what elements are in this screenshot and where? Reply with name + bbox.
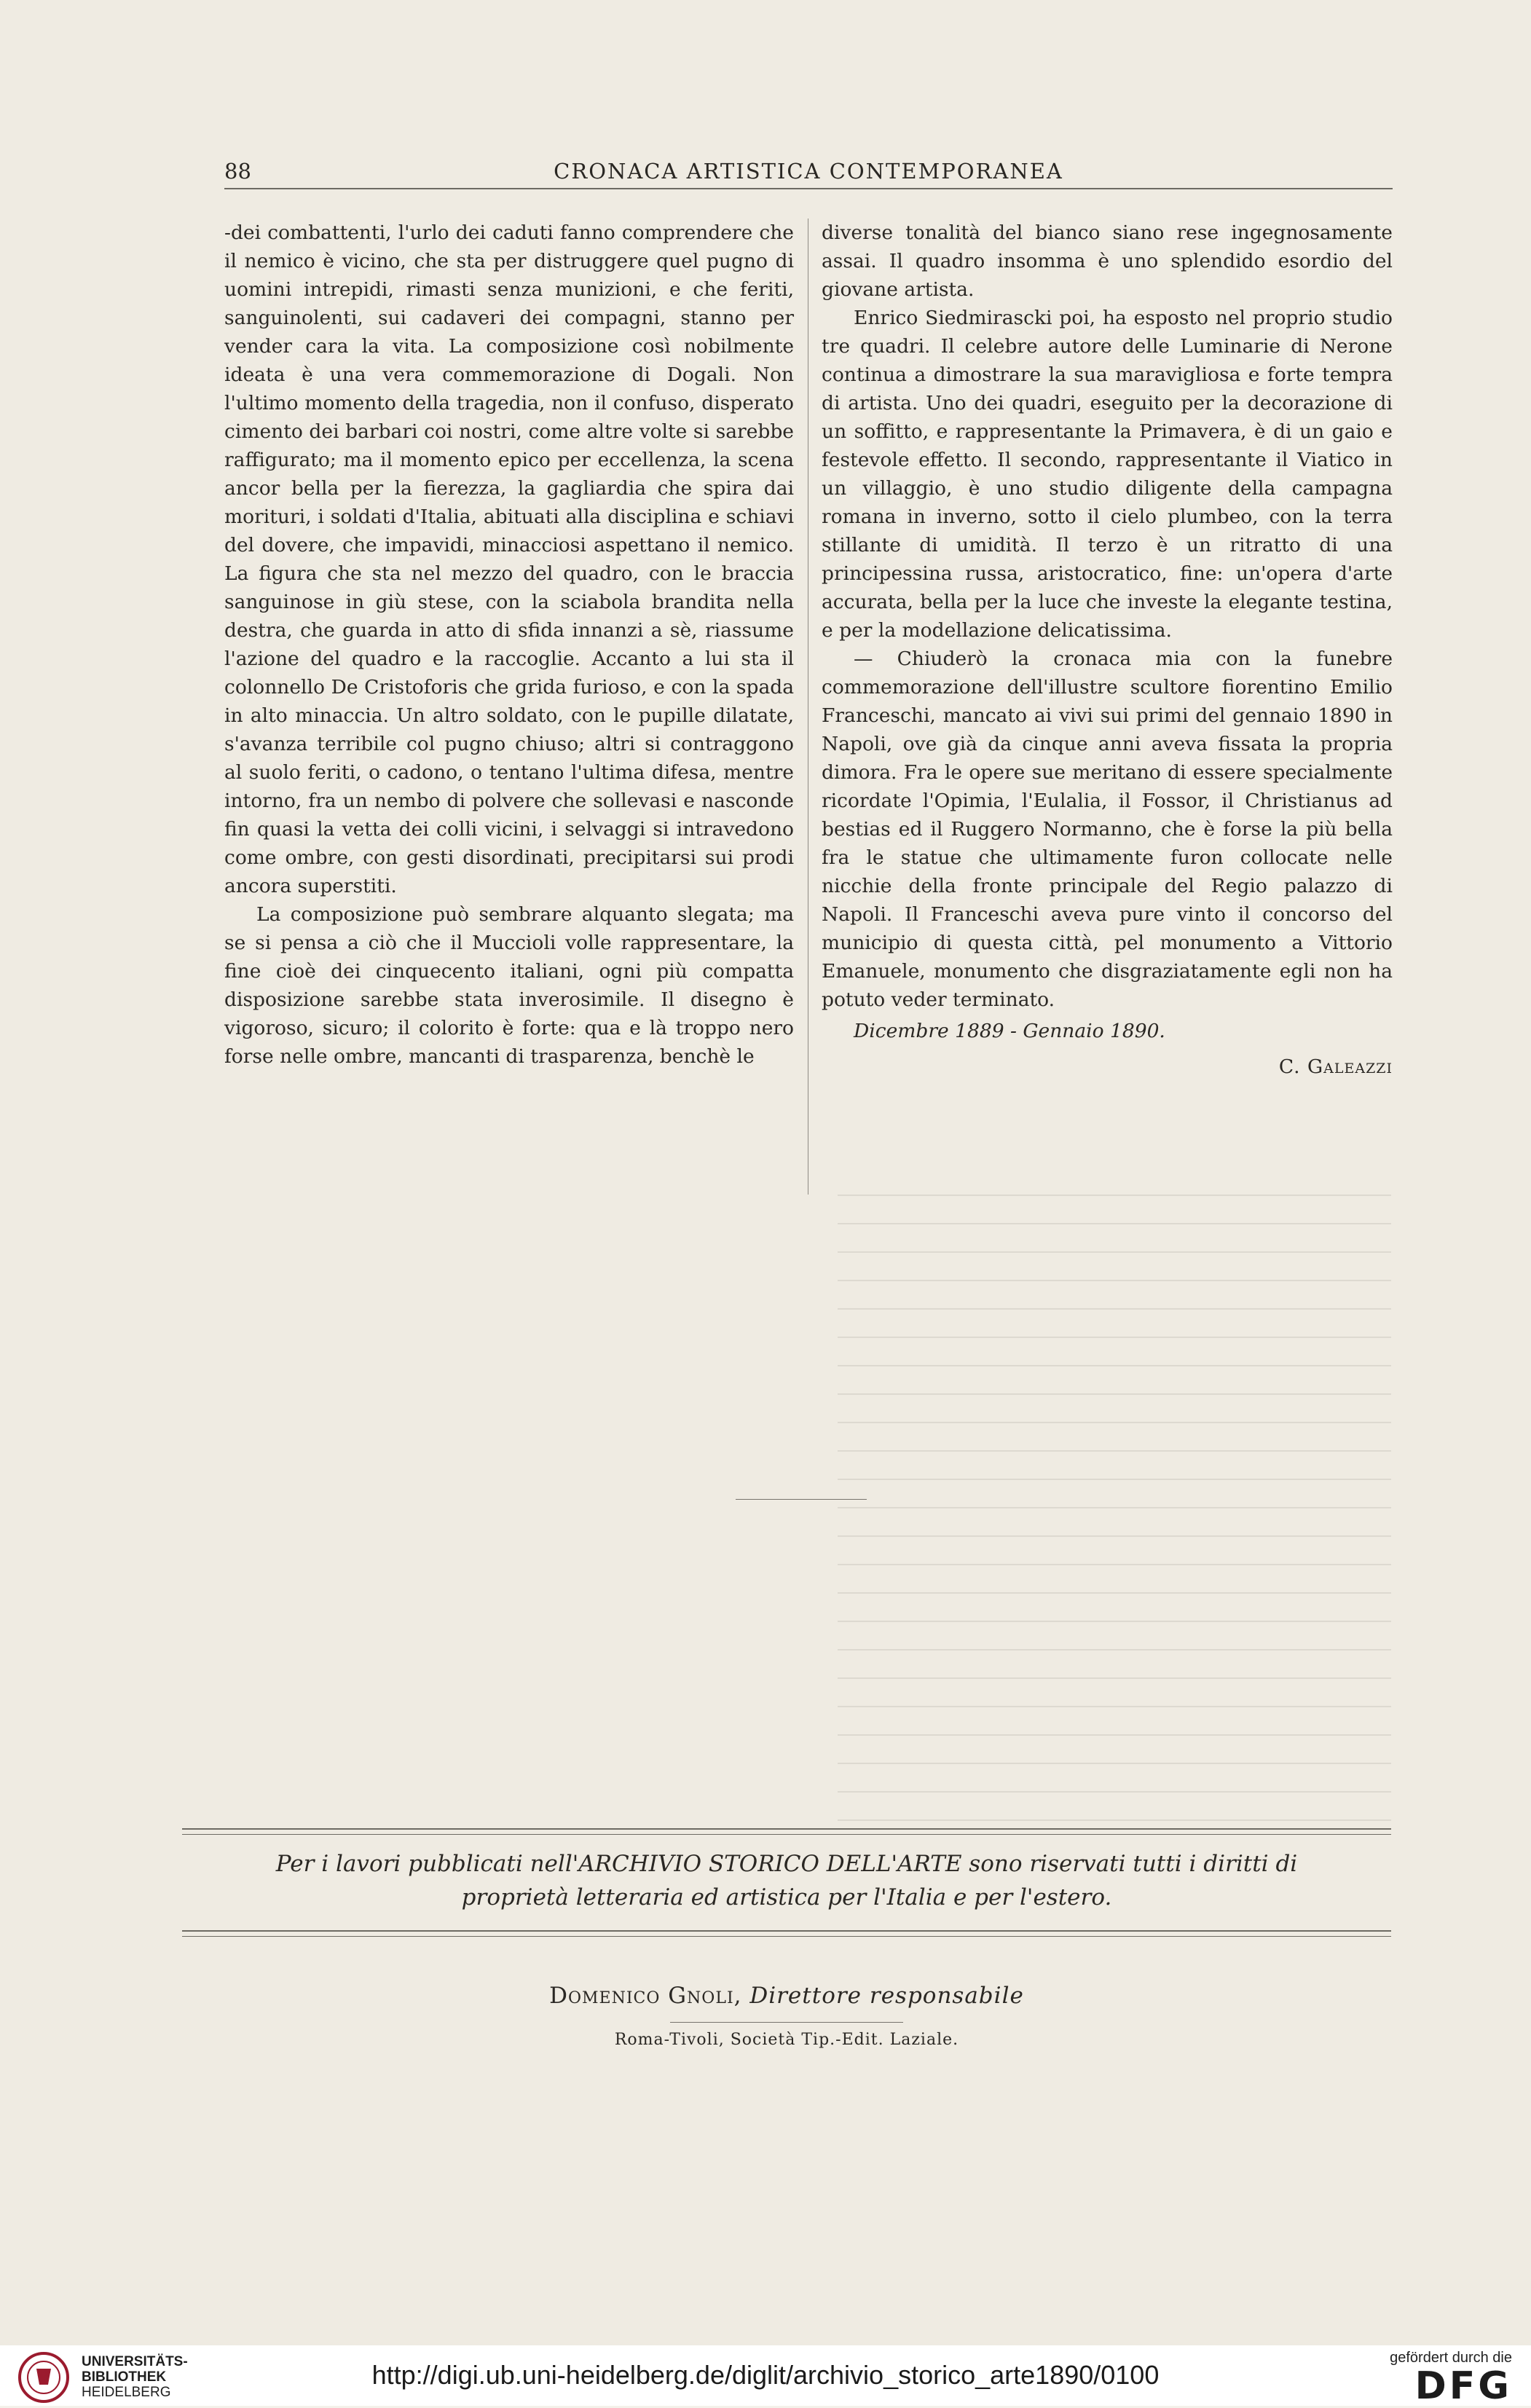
dfg-logo: DFG <box>1414 2364 1512 2408</box>
page-number: 88 <box>224 159 251 184</box>
printer-rule <box>670 2022 903 2023</box>
right-column <box>822 219 1393 1081</box>
digital-library-url[interactable]: http://digi.ub.uni-heidelberg.de/diglit/archivio_storico_arte1890/0100 <box>371 2360 1160 2390</box>
funding-note: gefördert durch die <box>1390 2350 1512 2366</box>
right-paragraph-1: diverse tonalità del bianco siano rese ingegnosamente assai. Il quadro insomma è uno splendido esordio del giovane artista. <box>822 221 1393 301</box>
right-paragraph-3: — Chiuderò la cronaca mia con la funebre commemorazione dell'illustre scultore fiorentino Emilio Franceschi, mancato ai vivi sui primi del gennaio 1890 in Napoli, ove già da cinque anni aveva fissata la propria dimora. Fra le opere sue meritano di essere specialmente ricordate l'Opimia, l'Eulalia, il Fossor, il Christianus ad bestias ed il Ruggero Normanno, che è forse la più bella fra le statue che ultimamente furon collocate nelle nicchie della fronte principale del Regio palazzo di Napoli. Il Franceschi aveva pure vinto il concorso del municipio di questa città, pel monumento a Vittorio Emanuele, monumento che disgraziatamente egli non ha potuto veder terminato. <box>822 648 1393 1011</box>
left-column <box>224 219 794 1071</box>
printer-line: Roma-Tivoli, Società Tip.-Edit. Laziale. <box>614 2031 959 2049</box>
footer-rule-bottom <box>182 1930 1391 1937</box>
page-header <box>224 152 1393 189</box>
rights-notice <box>182 1847 1391 1914</box>
left-paragraph-2: La composizione può sembrare alquanto slegata; ma se si pensa a ciò che il Muccioli volle rappresentare, la fine cioè dei cinquecento italiani, ogni più compatta disposizione sarebbe stata inverosimile. Il disegno è vigoroso, sicuro; il colorito è forte: qua e là troppo nero forse nelle ombre, mancanti di trasparenza, benchè le <box>224 903 794 1068</box>
dateline: Dicembre 1889 - Gennaio 1890. <box>854 1020 1165 1042</box>
editor-role: Direttore responsabile <box>749 1983 1024 2009</box>
left-paragraph-1: ‑dei combattenti, l'urlo dei caduti fanno comprendere che il nemico è vicino, che sta per distruggere quel pugno di uomini intrepidi, rimasti senza munizioni, e che feriti, sanguinolenti, sui cadaveri dei compagni, stanno per vender cara la vita. La composizione così nobilmente ideata è una vera commemorazione di Dogali. Non l'ultimo momento della tragedia, non il confuso, disperato cimento dei barbari coi nostri, come altre volte si sarebbe raffigurato; ma il momento epico per eccellenza, la scena ancor bella per la fierezza, la gagliardia che spira dai morituri, i soldati d'Italia, abituati alla disciplina e schiavi del dovere, che impavidi, minacciosi aspettano il nemico. La figura che sta nel mezzo del quadro, con le braccia sanguinose in giù stese, con la sciabola brandita nella destra, che guarda in atto di sfida innanzi a sè, riassume l'azione del quadro e la raccoglie. Accanto a lui sta il colonnello De Cristoforis che grida furioso, e con la spada in alto minaccia. Un altro soldato, con le pupille dilatate, s'avanza terribile col pugno chiuso; altri si contraggono al suolo feriti, o cadono, o tentano l'ultima difesa, mentre intorno, fra un nembo di polvere che sollevasi e nasconde fin quasi la vetta dei colli vicini, i selvaggi si intravedono come ombre, con gesti disordinati, precipitarsi sui prodi ancora superstiti. <box>224 221 794 897</box>
institution-line-1: UNIVERSITÄTS- <box>82 2354 188 2369</box>
rights-notice-line-2: proprietà letteraria ed artistica per l'Italia e per l'estero. <box>461 1884 1112 1911</box>
section-rule <box>736 1499 867 1500</box>
show-through-text <box>838 1195 1391 1835</box>
rights-notice-line-1: Per i lavori pubblicati nell'ARCHIVIO STORICO DELL'ARTE sono riservati tutti i diritti di <box>275 1851 1298 1877</box>
editor-line <box>182 1983 1391 2009</box>
author-signature: C. Galeazzi <box>1278 1055 1393 1078</box>
footer-rule-top <box>182 1828 1391 1835</box>
running-title: CRONACA ARTISTICA CONTEMPORANEA <box>554 159 1063 184</box>
institution-line-2: BIBLIOTHEK <box>82 2369 167 2385</box>
institution-line-3: HEIDELBERG <box>82 2385 171 2400</box>
right-paragraph-2: Enrico Siedmirascki poi, ha esposto nel proprio studio tre quadri. Il celebre autore delle Luminarie di Nerone continua a dimostrare la sua maravigliosa e forte tempra di artista. Uno dei quadri, eseguito per la decorazione di un soffitto, e rappresentante la Primavera, è di un gaio e festevole effetto. Il secondo, rappresentante il Viatico in un villaggio, è uno studio diligente della campagna romana in inverno, sotto il cielo plumbeo, con la terra stillante di umidità. Il terzo è un ritratto di una principessina russa, aristocratico, fine: un'opera d'arte accurata, bella per la luce che investe la elegante testina, e per la modellazione delicatissima. <box>822 307 1393 642</box>
editor-name: Domenico Gnoli, <box>549 1983 742 2009</box>
